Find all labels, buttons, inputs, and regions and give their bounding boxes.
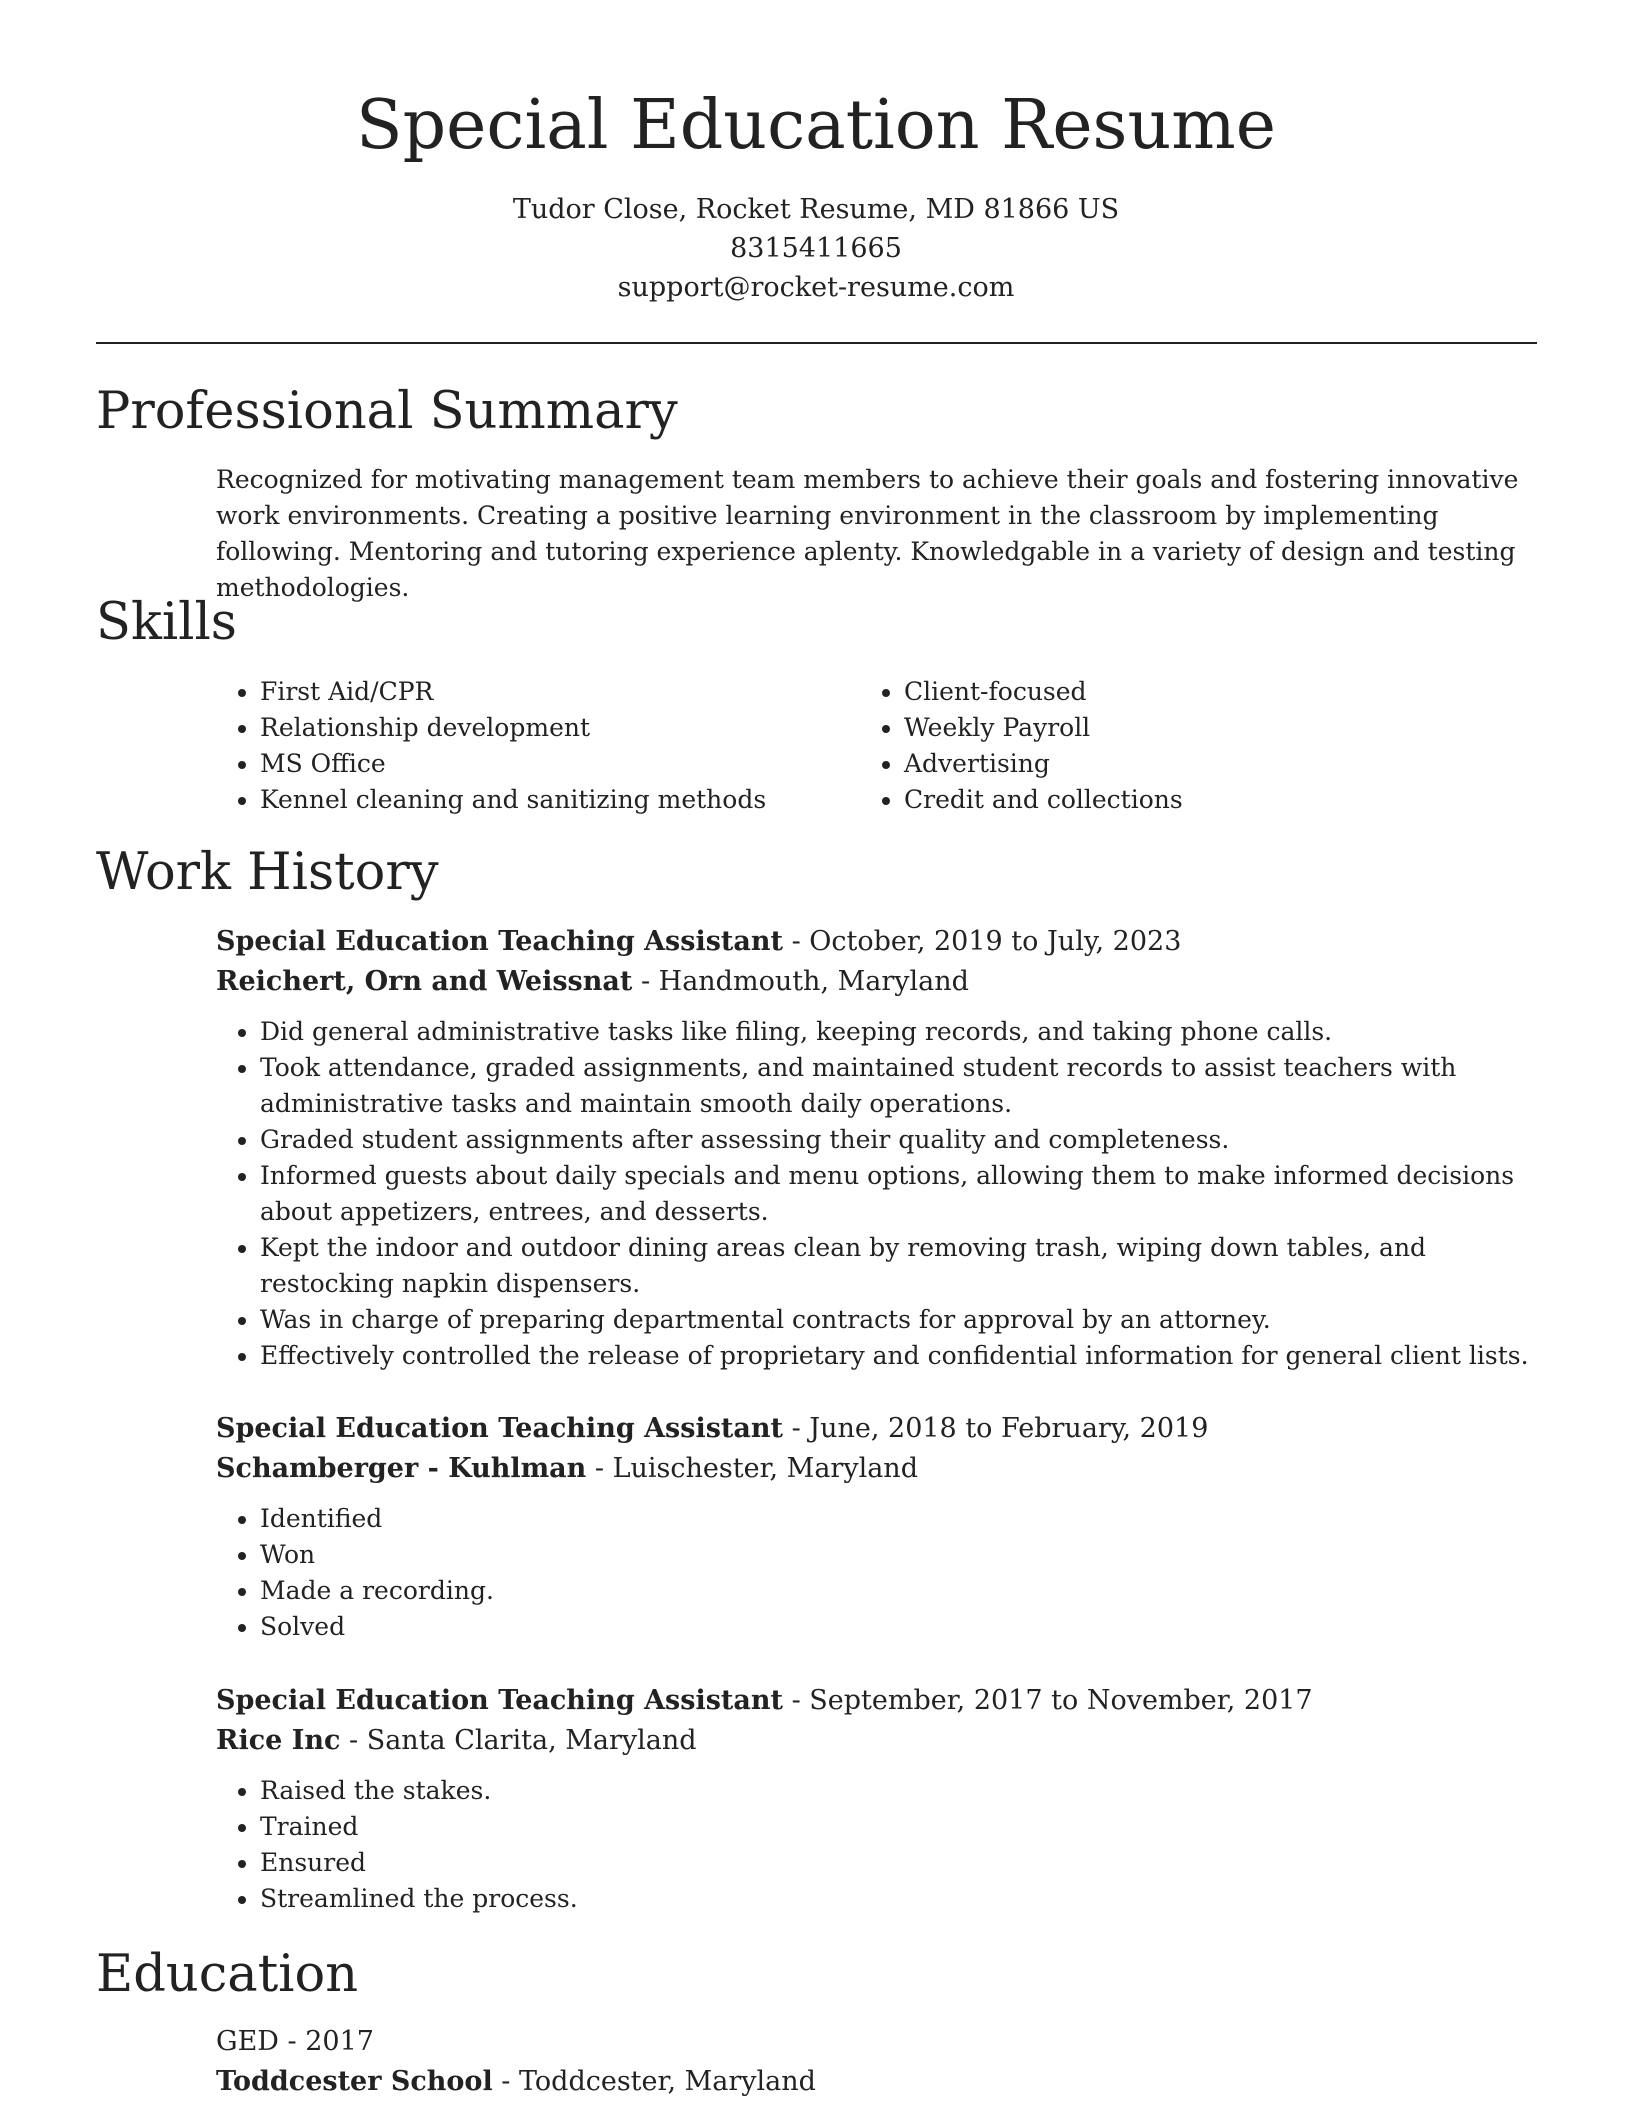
education-degree: GED	[216, 2026, 279, 2057]
job-bullet: • Raised the stakes.	[260, 1773, 1546, 1809]
job-title-line	[216, 1681, 1546, 1721]
skill-item: • Relationship development	[260, 710, 766, 746]
resume-header	[0, 84, 1632, 307]
skills-column-left	[216, 674, 766, 818]
education-degree-line	[216, 2022, 1546, 2062]
skill-item: • Client-focused	[904, 674, 1183, 710]
job-dates: - September, 2017 to November, 2017	[782, 1685, 1313, 1716]
job-employer: Schamberger - Kuhlman	[216, 1453, 587, 1484]
job-bullet: • Won	[260, 1537, 1546, 1573]
resume-name: Special Education Resume	[356, 86, 1276, 165]
education-year: - 2017	[278, 2026, 374, 2057]
skill-item: • First Aid/CPR	[260, 674, 766, 710]
job-entry	[216, 922, 1546, 1374]
contact-email: support@rocket-resume.com	[617, 272, 1015, 303]
job-entry	[216, 1681, 1546, 1917]
skills-column-right	[860, 674, 1183, 818]
skill-item: • Advertising	[904, 746, 1183, 782]
job-employer-line	[216, 1449, 1546, 1489]
job-location: - Handmouth, Maryland	[632, 966, 969, 997]
summary-text: Recognized for motivating management team members to achieve their goals and fostering innovative work environments. Creating a positive learning environment in the classroom by implementing following. Mentoring and tutoring experience aplenty. Knowledgable in a variety of design and testing methodologies.	[216, 465, 1519, 602]
skill-item: • Kennel cleaning and sanitizing methods	[260, 782, 766, 818]
work-history-heading: Work History	[96, 843, 439, 902]
education-location: - Toddcester, Maryland	[492, 2066, 816, 2097]
job-bullet: • Did general administrative tasks like filing, keeping records, and taking phone calls.	[260, 1014, 1546, 1050]
skill-item: • Credit and collections	[904, 782, 1183, 818]
job-dates: - October, 2019 to July, 2023	[782, 926, 1182, 957]
skill-item: • MS Office	[260, 746, 766, 782]
job-employer: Reichert, Orn and Weissnat	[216, 966, 633, 997]
job-title: Special Education Teaching Assistant	[216, 926, 783, 957]
job-bullet: • Ensured	[260, 1845, 1546, 1881]
job-bullet: • Streamlined the process.	[260, 1881, 1546, 1917]
skill-item: • Weekly Payroll	[904, 710, 1183, 746]
job-employer: Rice Inc	[216, 1725, 341, 1756]
job-bullet: • Identified	[260, 1501, 1546, 1537]
job-location: - Santa Clarita, Maryland	[340, 1725, 697, 1756]
job-title: Special Education Teaching Assistant	[216, 1685, 783, 1716]
job-bullets	[216, 1773, 1546, 1917]
job-bullet: • Kept the indoor and outdoor dining areas clean by removing trash, wiping down tables, and restocking napkin dispensers.	[260, 1230, 1546, 1302]
summary-heading: Professional Summary	[96, 382, 678, 441]
header-divider	[96, 342, 1537, 344]
job-bullet: • Informed guests about daily specials and menu options, allowing them to make informed decisions about appetizers, entrees, and desserts.	[260, 1158, 1546, 1230]
job-title-line	[216, 922, 1546, 962]
contact-address: Tudor Close, Rocket Resume, MD 81866 US	[512, 194, 1120, 225]
education-entry	[216, 2022, 1546, 2102]
education-school: Toddcester School	[216, 2066, 493, 2097]
job-bullet: • Trained	[260, 1809, 1546, 1845]
education-heading: Education	[96, 1945, 359, 2004]
job-bullet: • Took attendance, graded assignments, and maintained student records to assist teachers with administrative tasks and maintain smooth daily operations.	[260, 1050, 1546, 1122]
job-bullets	[216, 1501, 1546, 1645]
job-title-line	[216, 1409, 1546, 1449]
job-location: - Luischester, Maryland	[586, 1453, 918, 1484]
job-title: Special Education Teaching Assistant	[216, 1413, 783, 1444]
job-dates: - June, 2018 to February, 2019	[782, 1413, 1209, 1444]
job-bullets	[216, 1014, 1546, 1374]
contact-phone: 8315411665	[730, 233, 902, 264]
job-bullet: • Solved	[260, 1609, 1546, 1645]
job-bullet: • Effectively controlled the release of proprietary and confidential information for general client lists.	[260, 1338, 1546, 1374]
education-school-line	[216, 2062, 1546, 2102]
job-bullet: • Graded student assignments after assessing their quality and completeness.	[260, 1122, 1546, 1158]
skills-heading: Skills	[96, 593, 237, 652]
job-employer-line	[216, 1721, 1546, 1761]
job-entry	[216, 1409, 1546, 1645]
job-bullet: • Made a recording.	[260, 1573, 1546, 1609]
job-bullet: • Was in charge of preparing departmental contracts for approval by an attorney.	[260, 1302, 1546, 1338]
job-employer-line	[216, 962, 1546, 1002]
